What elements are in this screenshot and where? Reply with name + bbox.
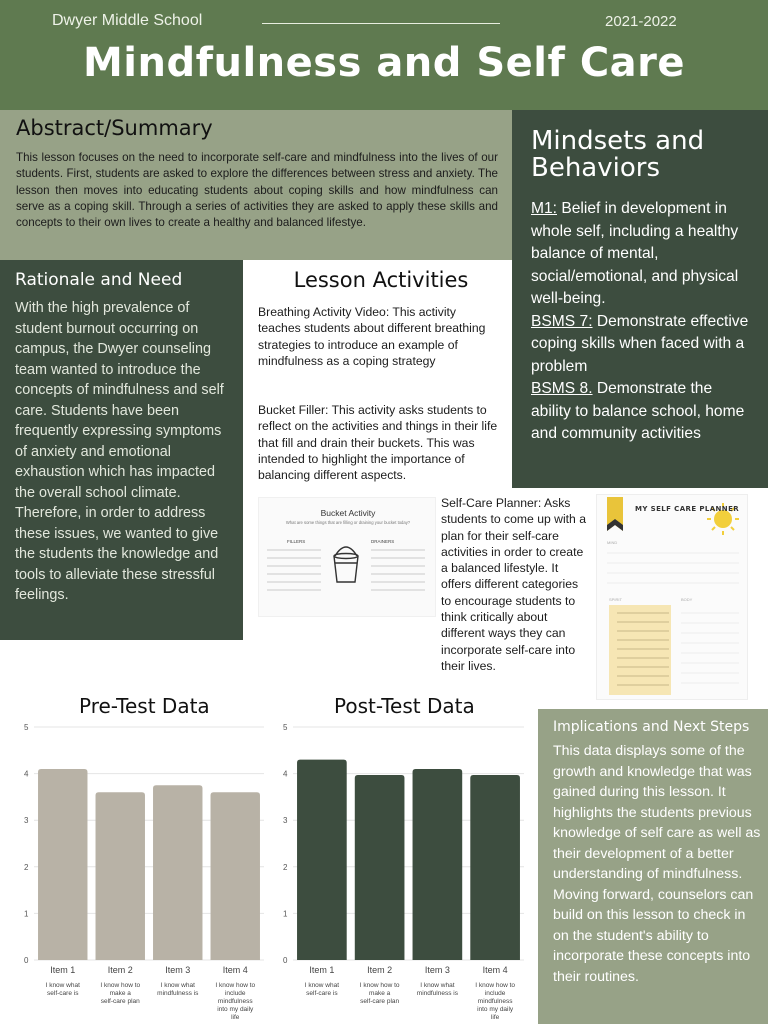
category-label: Item 4	[222, 965, 248, 975]
implications-text: This data displays some of the growth and knowledge that was gained during this lesson. It highlights the students previous knowledge of self care as well as their development of a better understanding of mindfulness. Moving forward, counselors can build on this lesson to check in on the student's ability to incorporate these concepts into their routines.	[553, 743, 761, 985]
bar	[96, 792, 145, 960]
mindset-text-m1: Belief in development in whole self, including a healthy balance of mental, social/emotional, and physical well-being.	[531, 200, 739, 307]
y-tick-label: 5	[24, 723, 29, 732]
y-tick-label: 5	[283, 723, 288, 732]
y-tick-label: 0	[283, 956, 288, 965]
bucket-icon	[334, 547, 358, 582]
y-tick-label: 0	[24, 956, 29, 965]
bucket-filler-text: Bucket Filler: This activity asks students to reflect on the activities and things in their life that fill and drain their buckets. This was intended to highlight the importance of balancing different aspects.	[258, 403, 498, 483]
drainers-label: DRAINERS	[371, 539, 395, 544]
post-test-chart	[270, 715, 538, 1024]
y-tick-label: 2	[283, 862, 288, 872]
mindset-text-bsms7: Demonstrate effective coping skills when faced with a problem	[531, 312, 749, 375]
category-description: I know what mindfulness is	[157, 982, 199, 997]
pre-test-title: Pre-Test Data	[79, 694, 210, 718]
page-title: Mindfulness and Self Care	[82, 40, 686, 86]
abstract-heading: Abstract/Summary	[16, 116, 213, 140]
bar	[413, 769, 463, 960]
planner-mind-label: MIND	[607, 540, 618, 545]
category-description: I know what self-care is	[45, 982, 80, 997]
bar	[211, 792, 260, 960]
bar	[153, 785, 202, 960]
category-description: I know what self-care is	[304, 982, 340, 997]
mindsets-section	[512, 110, 768, 488]
bar	[38, 769, 87, 960]
rationale-section	[0, 260, 243, 640]
bar	[355, 775, 405, 960]
mindsets-heading: Mindsets and Behaviors	[531, 126, 705, 183]
planner-spirit-label: SPIRIT	[609, 597, 622, 602]
y-tick-label: 3	[24, 816, 29, 826]
abstract-text: This lesson focuses on the need to incorporate self-care and mindfulness into the lives of our students. First, students are asked to explore the differences between stress and anxiety. The lesson then moves into educating students about coping skills and how mindfulness can serve as a coping skill. Through a series of activities they are asked to apply these skills and concepts to their own lives to create a healthy and balanced lifestye.	[16, 151, 498, 230]
category-label: Item 3	[424, 965, 450, 975]
y-tick-label: 1	[283, 909, 288, 919]
mindset-code-bsms8: BSMS 8.	[531, 380, 593, 397]
y-tick-label: 4	[283, 769, 288, 779]
planner-image-title: MY SELF CARE PLANNER	[635, 505, 740, 513]
mindset-text-bsms8: Demonstrate the ability to balance school, home and community activities	[531, 380, 745, 442]
activities-heading: Lesson Activities	[293, 268, 469, 292]
y-tick-label: 2	[24, 862, 29, 872]
rationale-text: With the high prevalence of student burnout occurring on campus, the Dwyer counseling team wanted to introduce the concepts of mindfulness and self care. Students have been frequently expressing symptoms of anxiety and emotional exhaustion which has impacted the overall school climate. Therefore, in order to address these issues, we wanted to give the students the knowledge and tools to alleviate these stressful feelings.	[15, 300, 224, 603]
fillers-label: FILLERS	[287, 539, 306, 544]
implications-heading: Implications and Next Steps	[553, 719, 750, 735]
bucket-activity-image	[258, 497, 436, 617]
pre-test-chart	[0, 715, 270, 1024]
self-care-planner-image	[596, 494, 748, 700]
category-label: Item 2	[107, 965, 133, 975]
bar	[470, 775, 520, 960]
category-description: I know how to include mindfulness into my daily life	[475, 982, 515, 1021]
abstract-section	[0, 110, 512, 260]
bar	[297, 760, 347, 960]
category-label: Item 1	[50, 965, 76, 975]
school-name: Dwyer Middle School	[52, 12, 203, 29]
mindset-code-m1: M1:	[531, 200, 557, 217]
bucket-worksheet-graphic	[259, 498, 437, 618]
breathing-activity-text: Breathing Activity Video: This activity teaches students about different breathing strategies to introduce an example of mindfulness as a coping strategy	[258, 305, 486, 368]
school-year: 2021-2022	[605, 13, 677, 30]
bucket-image-title: Bucket Activity	[320, 508, 376, 518]
category-label: Item 3	[165, 965, 191, 975]
header-divider	[262, 23, 500, 24]
header-banner	[0, 0, 768, 110]
post-test-title: Post-Test Data	[334, 694, 475, 718]
category-label: Item 2	[367, 965, 393, 975]
y-tick-label: 1	[24, 909, 29, 919]
category-description: I know how to include mindfulness into my daily life	[215, 982, 256, 1021]
y-tick-label: 4	[24, 769, 29, 779]
mindsets-list	[531, 198, 752, 446]
planner-body-label: BODY	[681, 597, 693, 602]
category-description: I know how to make a self-care plan	[359, 982, 400, 1005]
bucket-image-subtitle: What are some things that are filling or draining your bucket today?	[285, 520, 411, 525]
category-description: I know how to make a self-care plan	[100, 982, 141, 1005]
category-label: Item 4	[482, 965, 508, 975]
self-care-planner-text: Self-Care Planner: Asks students to come up with a plan for their self-care activities in order to create a balanced lifestyle. It offers different categories to encourage students to think critically about different ways they can incorporate self-care into their lives.	[441, 496, 586, 673]
category-description: I know what mindfulness is	[416, 982, 458, 997]
rationale-heading: Rationale and Need	[15, 270, 183, 290]
implications-section	[538, 709, 768, 1024]
y-tick-label: 3	[283, 816, 288, 826]
category-label: Item 1	[309, 965, 335, 975]
mindset-code-bsms7: BSMS 7:	[531, 312, 593, 330]
